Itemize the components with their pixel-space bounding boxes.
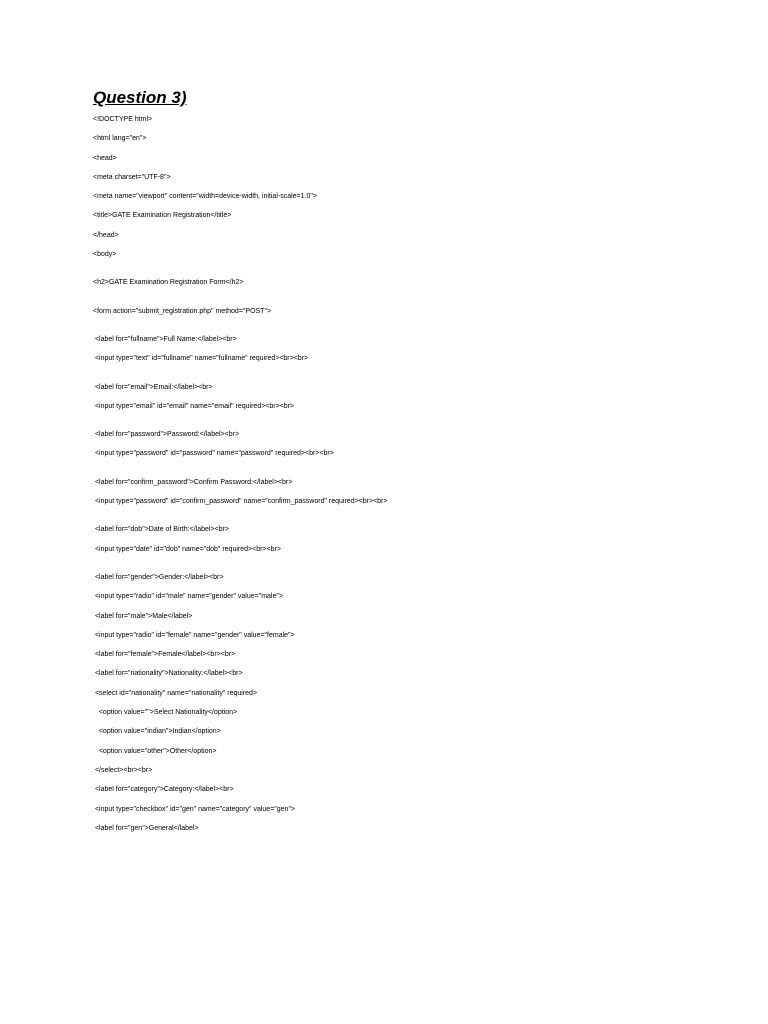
code-line: <label for="gender">Gender:</label><br> xyxy=(93,573,224,581)
code-line: </head> xyxy=(93,231,119,239)
code-line: <label for="nationality">Nationality:</label><br> xyxy=(93,670,243,678)
code-line: <head> xyxy=(93,154,117,162)
code-line: <meta charset="UTF-8"> xyxy=(93,173,171,181)
code-line: <input type="checkbox" id="gen" name="category" value="gen"> xyxy=(93,805,296,813)
code-line: <label for="confirm_password">Confirm Password:</label><br> xyxy=(93,478,293,486)
code-line: <title>GATE Examination Registration</title> xyxy=(93,212,232,220)
code-line: <label for="male">Male</label> xyxy=(93,612,193,620)
code-line: <label for="fullname">Full Name:</label><br> xyxy=(93,335,237,343)
code-line: <h2>GATE Examination Registration Form</h2> xyxy=(93,279,244,287)
code-line: <label for="dob">Date of Birth:</label><br> xyxy=(93,526,229,534)
code-line: <option value="other">Other</option> xyxy=(93,747,217,755)
code-line: <input type="radio" id="male" name="gender" value="male"> xyxy=(93,593,283,601)
code-line: <input type="email" id="email" name="email" required><br><br> xyxy=(93,402,295,410)
code-line: <option value="">Select Nationality</option> xyxy=(93,709,238,717)
document-page xyxy=(93,88,713,843)
code-line: <!DOCTYPE html> xyxy=(93,116,153,123)
code-line: <input type="password" id="confirm_password" name="confirm_password" required><br><br> xyxy=(93,498,388,506)
code-line: </select><br><br> xyxy=(93,766,153,774)
code-line: <select id="nationality" name="nationality" required> xyxy=(93,689,258,697)
question-heading: Question 3) xyxy=(93,88,187,107)
code-line: <label for="female">Female</label><br><br> xyxy=(93,651,236,659)
code-line: <form action="submit_registration.php" method="POST"> xyxy=(93,307,272,315)
code-listing xyxy=(93,115,713,833)
code-line: <input type="radio" id="female" name="gender" value="female"> xyxy=(93,631,295,639)
code-line: <input type="password" id="password" name="password" required><br><br> xyxy=(93,450,334,458)
code-line: <label for="category">Category:</label><br> xyxy=(93,786,234,794)
code-line: <html lang="en"> xyxy=(93,135,147,143)
code-line: <meta name="viewport" content="width=device-width, initial-scale=1.0"> xyxy=(93,193,317,201)
code-line: <body> xyxy=(93,251,117,259)
code-line: <label for="password">Password:</label><br> xyxy=(93,431,240,439)
code-line: <input type="date" id="dob" name="dob" required><br><br> xyxy=(93,545,281,553)
code-line: <label for="email">Email:</label><br> xyxy=(93,383,213,391)
code-line: <label for="gen">General</label> xyxy=(93,824,199,832)
code-line: <input type="text" id="fullname" name="fullname" required><br><br> xyxy=(93,355,309,363)
code-line: <option value="indian">Indian</option> xyxy=(93,728,221,736)
